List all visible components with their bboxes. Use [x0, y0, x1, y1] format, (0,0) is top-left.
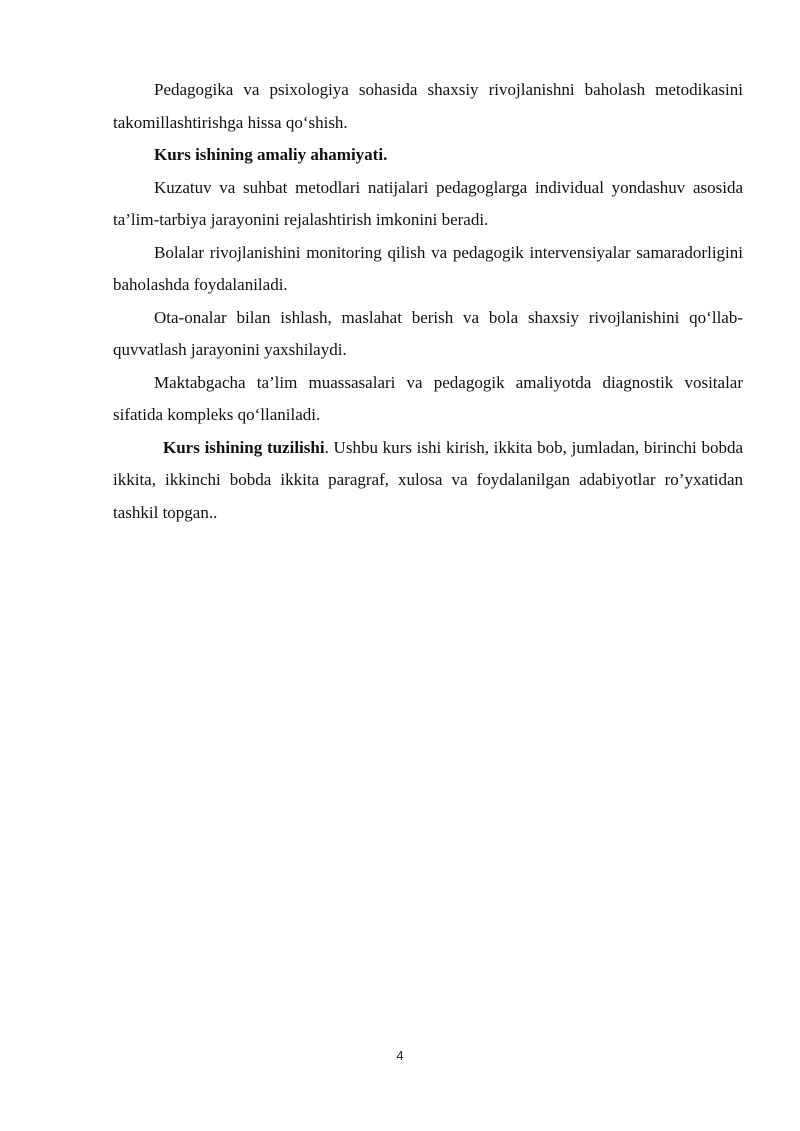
paragraph-observation-methods: Kuzatuv va suhbat metodlari natijalari pedagoglarga individual yondashuv asosida ta’lim-tarbiya jarayonini rejalashtirish imkonini beradi.: [113, 177, 743, 229]
structure-text: . Ushbu kurs ishi kirish, ikkita bob, jumladan, birinchi bobda ikkita, ikkinchi bobda ikkita paragraf, xulosa va foydalanilgan adabiyotlar ro’yxatidan tashkil topgan..: [113, 437, 743, 522]
section-heading-practical-significance: Kurs ishining amaliy ahamiyati.: [154, 145, 388, 164]
paragraph-parents: Ota-onalar bilan ishlash, maslahat berish va bola shaxsiy rivojlanishini qo‘llab-quvvatlash jarayonini yaxshilaydi.: [113, 307, 743, 359]
page-number: 4: [396, 1048, 404, 1063]
page-body: [113, 74, 743, 529]
structure-heading: Kurs ishining tuzilishi: [163, 437, 325, 457]
paragraph-monitoring: Bolalar rivojlanishini monitoring qilish va pedagogik intervensiyalar samaradorligini baholashda foydalaniladi.: [113, 242, 743, 294]
paragraph-contribution: Pedagogika va psixologiya sohasida shaxsiy rivojlanishni baholash metodikasini takomillashtirishga hissa qo‘shish.: [113, 80, 743, 132]
paragraph-structure: [113, 432, 743, 530]
paragraph-preschool: Maktabgacha ta’lim muassasalari va pedagogik amaliyotda diagnostik vositalar sifatida kompleks qo‘llaniladi.: [113, 372, 743, 424]
